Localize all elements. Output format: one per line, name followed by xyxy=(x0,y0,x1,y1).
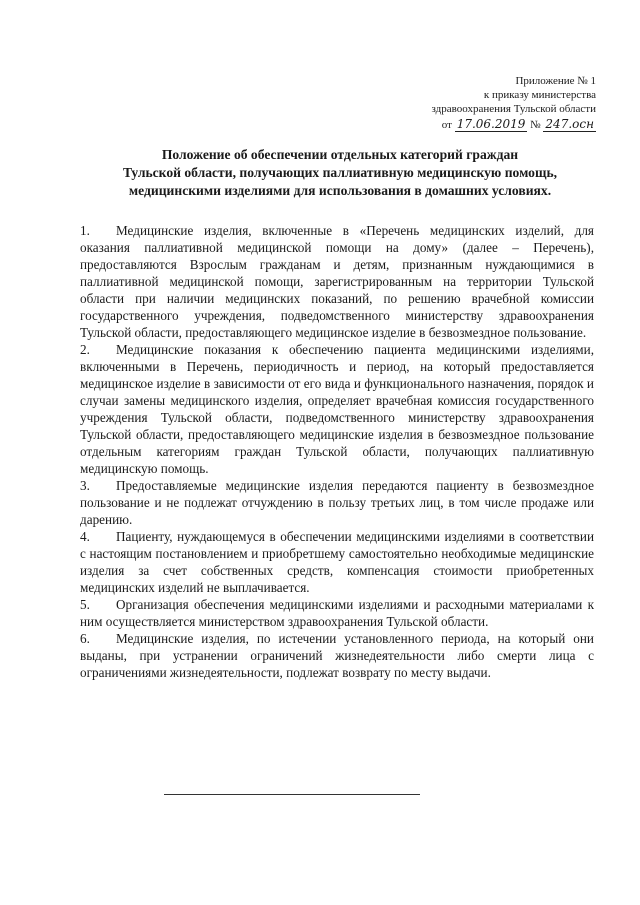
clause-number: 6. xyxy=(80,631,90,646)
appendix-header xyxy=(432,74,596,132)
clause-number: 4. xyxy=(80,529,90,544)
ministry-name: здравоохранения Тульской области xyxy=(431,103,596,115)
clause-text: Пациенту, нуждающемуся в обеспечении медицинскими изделиями в соответствии с настоящим постановлением и приобретшему самостоятельно необходимые медицинские изделия за счет собственных средств, компенсация стоимости приобретенных медицинских изделий не выплачивается. xyxy=(80,529,594,595)
clause-2 xyxy=(80,341,594,477)
clause-3 xyxy=(80,477,594,528)
order-date-number xyxy=(432,117,596,132)
clause-number: 3. xyxy=(80,478,90,493)
clause-number: 5. xyxy=(80,597,90,612)
clause-1 xyxy=(80,222,594,341)
handwritten-date: 17.06.2019 xyxy=(456,117,526,131)
clause-text: Медицинские показания к обеспечению пациента медицинскими изделиями, включенными в Перечень, периодичность и период, на который предоставляется медицинское изделие в зависимости от его вида и функционального назначения, порядок и случаи замены медицинского изделия, определяет врачебная комиссия государственного учреждения Тульской области, подведомственного министерству здравоохранения Тульской области, предоставляющего медицинские изделия в безвозмездное пользование отдельным категориям граждан Тульской области, получающих паллиативную медицинскую помощь. xyxy=(80,342,594,476)
appendix-number: Приложение № 1 xyxy=(515,75,596,87)
clause-text: Медицинские изделия, включенные в «Перечень медицинских изделий, для оказания паллиативной медицинской помощи на дому» (далее – Перечень), предоставляются Взрослым гражданам и детям, признанным нуждающимися в паллиативной медицинской помощи, зарегистрированным на территории Тульской области при наличии медицинских показаний, по решению врачебной комиссии государственного учреждения, подведомственного министерству здравоохранения Тульской области, предоставляющего медицинское изделие в безвозмездное пользование. xyxy=(80,223,594,340)
document-body xyxy=(80,222,594,681)
date-prefix: от xyxy=(441,119,452,131)
order-reference: к приказу министерства xyxy=(483,89,596,101)
closing-divider-line xyxy=(164,794,420,795)
clause-number: 2. xyxy=(80,342,90,357)
clause-5 xyxy=(80,596,594,630)
title-line-1: Положение об обеспечении отдельных категорий граждан xyxy=(161,147,519,162)
number-prefix: № xyxy=(530,119,541,131)
clause-text: Организация обеспечения медицинскими изделиями и расходными материалами к ним осуществляется министерством здравоохранения Тульской области. xyxy=(80,597,594,629)
document-title xyxy=(80,146,600,200)
clause-text: Предоставляемые медицинские изделия передаются пациенту в безвозмездное пользование и не подлежат отчуждению в пользу третьих лиц, в том числе продаже или дарению. xyxy=(80,478,594,527)
clause-4 xyxy=(80,528,594,596)
handwritten-order-number: 247.осн xyxy=(545,117,594,131)
title-line-2: Тульской области, получающих паллиативную медицинскую помощь, xyxy=(122,165,558,180)
title-line-3: медицинскими изделиями для использования в домашних условиях. xyxy=(128,183,552,198)
clause-text: Медицинские изделия, по истечении установленного периода, на который они выданы, при устранении ограничений жизнедеятельности либо смерти лица с ограничениями жизнедеятельности, подлежат возврату по месту выдачи. xyxy=(80,631,594,680)
clause-number: 1. xyxy=(80,223,90,238)
clause-6 xyxy=(80,630,594,681)
